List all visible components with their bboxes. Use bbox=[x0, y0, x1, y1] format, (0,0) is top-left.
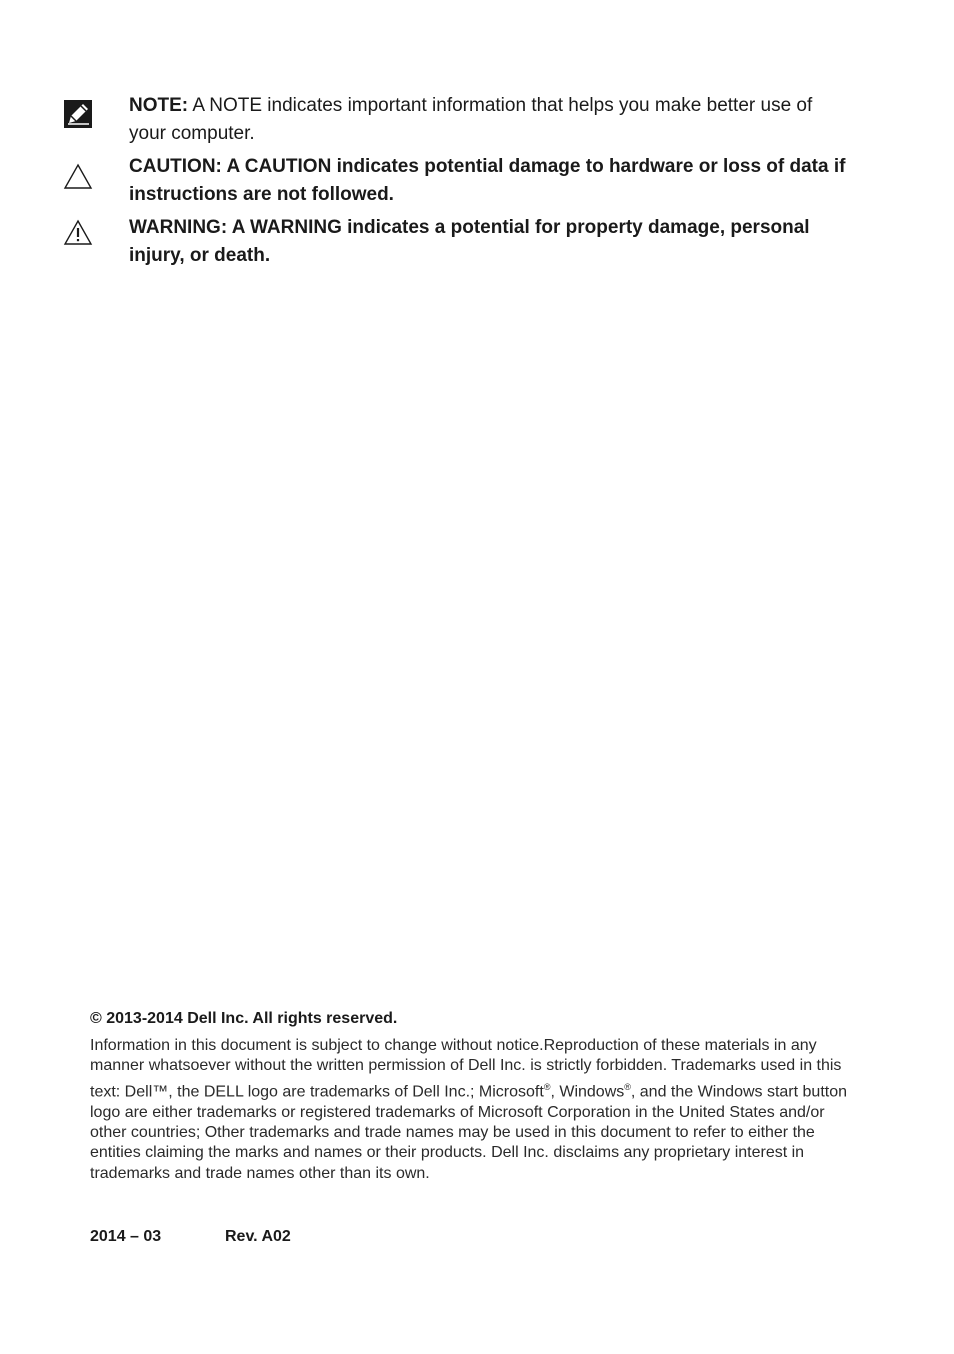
registered-mark: ® bbox=[543, 1081, 551, 1092]
caution-text: CAUTION: A CAUTION indicates potential damage to hardware or loss of data if instructions are not followed. bbox=[129, 156, 846, 205]
note-pencil-icon bbox=[63, 99, 93, 129]
note-text bbox=[129, 92, 854, 148]
legal-text-part1: Information in this document is subject to change without notice.Reproduction of these materials in any manner whatsoever without the written permission of Dell Inc. is strictly forbidden. Trademarks used in this text: Dell™, the DELL logo are trademarks of Dell Inc.; Microsoft bbox=[90, 1037, 842, 1101]
note-body: A NOTE indicates important information that helps you make better use of your computer. bbox=[129, 95, 813, 144]
warning-triangle-icon bbox=[63, 218, 93, 248]
copyright-notice: © 2013-2014 Dell Inc. All rights reserved. bbox=[90, 1010, 398, 1027]
footer-date: 2014 – 03 bbox=[90, 1228, 162, 1245]
note-label: NOTE: bbox=[129, 95, 189, 116]
legal-text-part2: , Windows bbox=[550, 1083, 625, 1101]
caution-triangle-icon bbox=[63, 162, 93, 192]
warning-text: WARNING: A WARNING indicates a potential for property damage, personal injury, or death. bbox=[129, 217, 810, 266]
legal-text bbox=[90, 1036, 860, 1184]
legal-text-part3: , and the Windows start button logo are either trademarks or registered trademarks of Microsoft Corporation in the United States and/or other countries; Other trademarks and trade names may be used in this document to refer to either the entities claiming the marks and names or their products. Dell Inc. disclaims any proprietary interest in trademarks and trade names other than its own. bbox=[90, 1083, 848, 1182]
footer-revision: Rev. A02 bbox=[225, 1228, 291, 1245]
registered-mark: ® bbox=[624, 1081, 631, 1092]
